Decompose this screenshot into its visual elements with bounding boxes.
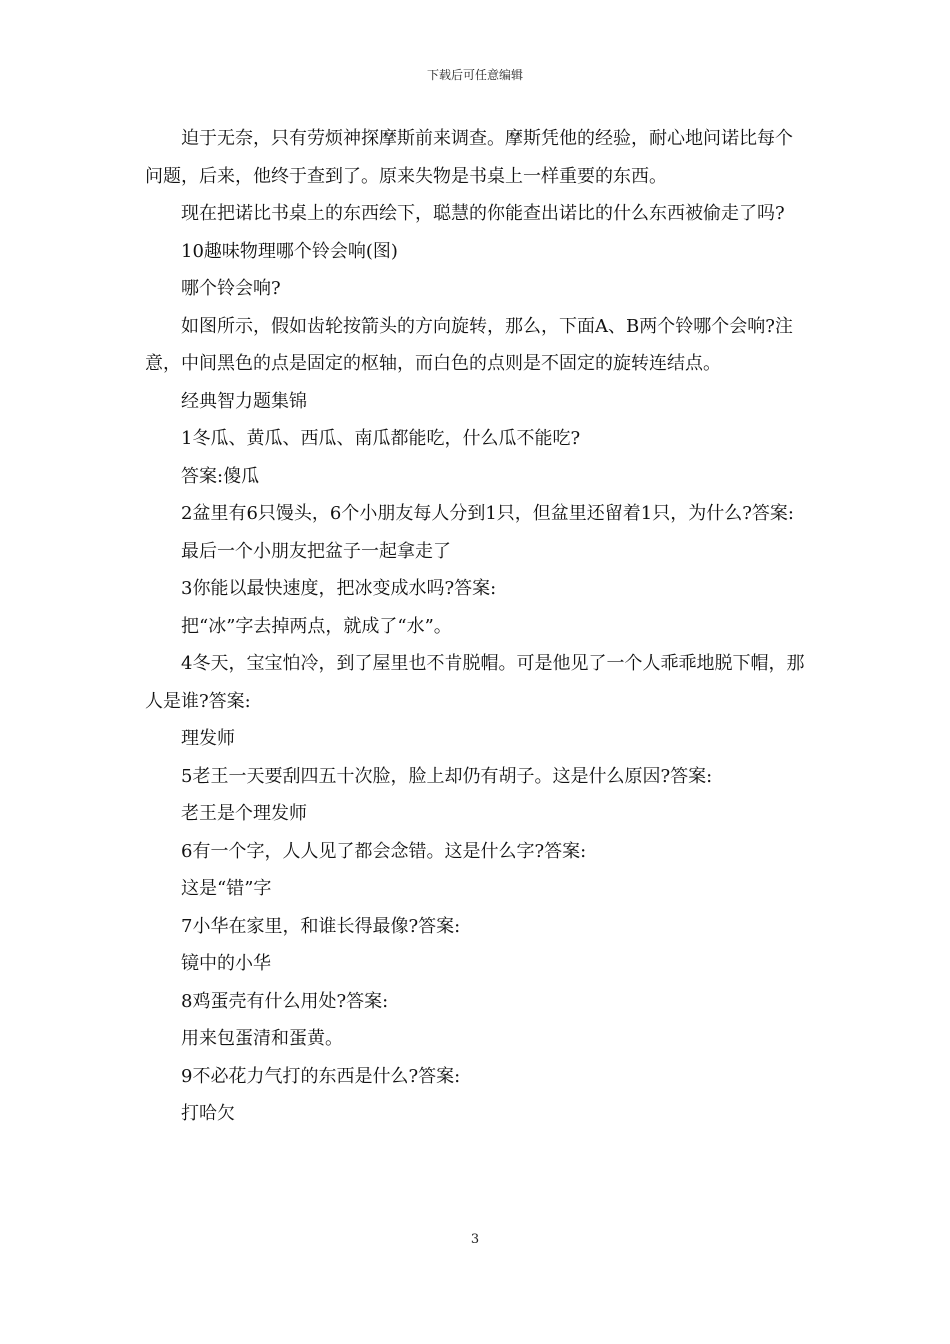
puzzle-answer-1: 答案:傻瓜 xyxy=(181,465,260,487)
puzzle-answer-3: 把“冰”字去掉两点，就成了“水”。 xyxy=(181,615,452,637)
section-title-puzzles: 经典智力题集锦 xyxy=(181,390,307,412)
puzzle-answer-9: 打哈欠 xyxy=(181,1103,235,1124)
puzzle-question-3: 3你能以最快速度，把冰变成水吗?答案: xyxy=(181,578,497,599)
puzzle-question-6: 6有一个字，人人见了都会念错。这是什么字?答案: xyxy=(181,840,587,862)
paragraph-question: 现在把诺比书桌上的东西绘下，聪慧的你能查出诺比的什么东西被偷走了吗? xyxy=(181,203,785,224)
puzzle-question-4: 4冬天，宝宝怕冷，到了屋里也不肯脱帽。可是他见了一个人乖乖地脱下帽，那人是谁?答案: xyxy=(145,653,805,712)
puzzle-answer-6: 这是“错”字 xyxy=(181,878,272,899)
page-number: 3 xyxy=(470,1232,480,1247)
puzzle-question-2: 2盆里有6只馒头，6个小朋友每人分到1只，但盆里还留着1只，为什么?答案: xyxy=(181,503,794,524)
puzzle-question-7: 7小华在家里，和谁长得最像?答案: xyxy=(181,915,461,937)
puzzle-answer-2: 最后一个小朋友把盆子一起拿走了 xyxy=(181,540,451,562)
puzzle-question-8: 8鸡蛋壳有什么用处?答案: xyxy=(181,990,389,1012)
puzzle-question-1: 1冬瓜、黄瓜、西瓜、南瓜都能吃，什么瓜不能吃? xyxy=(181,428,581,449)
page-header: 下载后可任意编辑 xyxy=(426,68,523,82)
document-body xyxy=(145,120,810,1133)
puzzle-answer-8: 用来包蛋清和蛋黄。 xyxy=(181,1028,343,1049)
section-title-physics: 10趣味物理哪个铃会响(图) xyxy=(181,240,398,262)
paragraph-gear-description: 如图所示，假如齿轮按箭头的方向旋转，那么，下面A、B两个铃哪个会响?注意，中间黑色的点是固定的枢轴，而白色的点则是不固定的旋转连结点。 xyxy=(145,315,793,374)
puzzle-answer-7: 镜中的小华 xyxy=(181,953,271,974)
paragraph-intro: 迫于无奈，只有劳烦神探摩斯前来调查。摩斯凭他的经验，耐心地问诺比每个问题，后来，他终于查到了。原来失物是书桌上一样重要的东西。 xyxy=(145,128,793,187)
puzzle-answer-5: 老王是个理发师 xyxy=(181,803,307,824)
puzzle-answer-4: 理发师 xyxy=(181,728,235,749)
paragraph-subtitle: 哪个铃会响? xyxy=(181,278,281,299)
puzzle-question-9: 9不必花力气打的东西是什么?答案: xyxy=(181,1065,461,1087)
puzzle-question-5: 5老王一天要刮四五十次脸，脸上却仍有胡子。这是什么原因?答案: xyxy=(181,765,713,787)
